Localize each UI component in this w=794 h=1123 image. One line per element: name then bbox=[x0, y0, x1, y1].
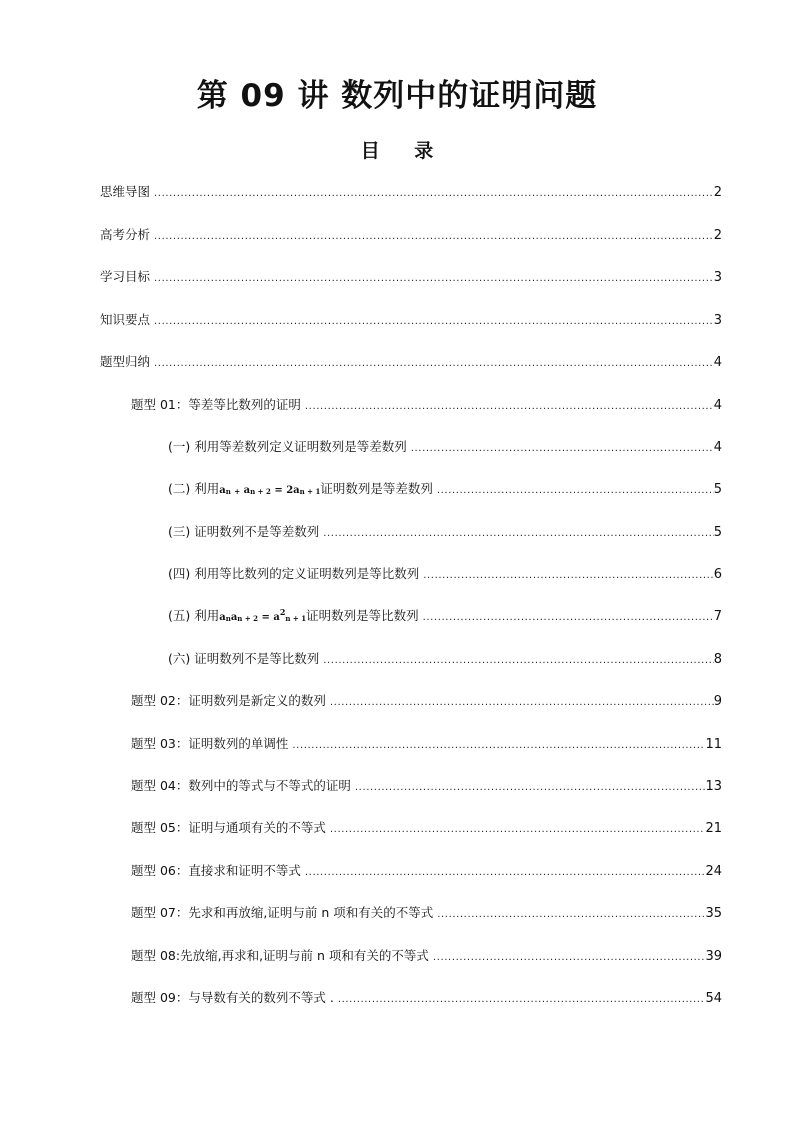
toc-leader bbox=[423, 570, 713, 582]
toc-page-number: 4 bbox=[713, 398, 722, 413]
toc-entry-title: 题型 01：等差等比数列的证明 bbox=[131, 397, 301, 412]
toc-leader bbox=[305, 401, 714, 413]
toc-leader bbox=[154, 188, 714, 200]
toc-entry-title: (三) 证明数列不是等差数列 bbox=[168, 524, 320, 539]
toc-heading: 目 录 bbox=[360, 140, 448, 162]
toc-entry[interactable] bbox=[100, 267, 722, 285]
toc-entry[interactable] bbox=[168, 522, 722, 540]
toc-leader bbox=[355, 782, 706, 794]
toc-page-number: 54 bbox=[705, 991, 722, 1006]
toc-entry[interactable] bbox=[168, 649, 722, 667]
toc-entry[interactable] bbox=[168, 479, 722, 497]
toc-entry-title: 题型 09：与导数有关的数列不等式 . bbox=[131, 990, 334, 1005]
toc-leader bbox=[437, 909, 705, 921]
toc-leader bbox=[292, 740, 705, 752]
toc-entry-title: 题型 06：直接求和证明不等式 bbox=[131, 863, 301, 878]
toc-entry-title: 题型 08:先放缩,再求和,证明与前 n 项和有关的不等式 bbox=[131, 948, 429, 963]
toc-entry[interactable] bbox=[168, 606, 722, 624]
toc-page-number: 39 bbox=[705, 949, 722, 964]
toc-entry-title bbox=[168, 479, 437, 497]
toc-leader bbox=[433, 952, 706, 964]
toc-page-number: 13 bbox=[705, 779, 722, 794]
toc-page-number: 7 bbox=[713, 609, 722, 624]
toc-page-number: 9 bbox=[713, 694, 722, 709]
toc-entry-title: (一) 利用等差数列定义证明数列是等差数列 bbox=[168, 439, 407, 454]
toc-leader bbox=[411, 443, 714, 455]
toc-page-number: 35 bbox=[705, 906, 722, 921]
toc-entry-title: 题型 02：证明数列是新定义的数列 bbox=[131, 693, 326, 708]
toc-page-number: 11 bbox=[705, 737, 722, 752]
toc-page-number: 3 bbox=[713, 270, 722, 285]
toc-entry-prefix: (五) 利用 bbox=[168, 608, 220, 623]
formula: anan + $2 = a^2n + 1$ bbox=[219, 607, 307, 623]
toc-page-number: 21 bbox=[705, 821, 722, 836]
toc-entry[interactable] bbox=[131, 988, 722, 1006]
toc-entry-title: 题型 05：证明与通项有关的不等式 bbox=[131, 820, 326, 835]
toc-leader bbox=[423, 612, 714, 624]
toc-leader bbox=[338, 994, 706, 1006]
toc-entry[interactable] bbox=[131, 395, 722, 413]
toc-entry[interactable] bbox=[100, 352, 722, 370]
toc-entry[interactable] bbox=[131, 861, 722, 879]
toc-page-number: 8 bbox=[713, 652, 722, 667]
toc-entry-suffix: 证明数列是等比数列 bbox=[306, 608, 419, 623]
toc-entry-title: 题型 03：证明数列的单调性 bbox=[131, 736, 289, 751]
toc-entry[interactable] bbox=[100, 225, 722, 243]
toc-entry-title: 思维导图 bbox=[100, 184, 151, 199]
toc-entry-title: 高考分析 bbox=[100, 227, 151, 242]
toc-page-number: 5 bbox=[713, 525, 722, 540]
toc-entry[interactable] bbox=[168, 564, 722, 582]
toc-leader bbox=[154, 316, 714, 328]
toc-entry[interactable] bbox=[131, 776, 722, 794]
toc-page-number: 4 bbox=[713, 355, 722, 370]
toc-page-number: 24 bbox=[705, 864, 722, 879]
toc-entry-title: 题型 07：先求和再放缩,证明与前 n 项和有关的不等式 bbox=[131, 905, 434, 920]
page-title: 第 09 讲 数列中的证明问题 bbox=[196, 78, 598, 114]
toc-entry-title: 知识要点 bbox=[100, 312, 151, 327]
toc-entry-prefix: (二) 利用 bbox=[168, 481, 220, 496]
toc-entry-title: 题型 04：数列中的等式与不等式的证明 bbox=[131, 778, 351, 793]
toc-entry[interactable] bbox=[100, 182, 722, 200]
toc-entry[interactable] bbox=[131, 734, 722, 752]
toc-leader bbox=[330, 824, 706, 836]
toc-entry-title: (四) 利用等比数列的定义证明数列是等比数列 bbox=[168, 566, 420, 581]
toc-entry[interactable] bbox=[131, 903, 722, 921]
toc-leader bbox=[323, 528, 713, 540]
toc-entry-title bbox=[168, 606, 423, 624]
toc-entry-title: 题型归纳 bbox=[100, 354, 151, 369]
toc-entry[interactable] bbox=[131, 946, 722, 964]
toc-entry-title: (六) 证明数列不是等比数列 bbox=[168, 651, 320, 666]
toc-leader bbox=[323, 655, 713, 667]
toc-entry[interactable] bbox=[100, 310, 722, 328]
toc-leader bbox=[305, 867, 706, 879]
toc-page-number: 4 bbox=[713, 440, 722, 455]
toc-entry[interactable] bbox=[168, 437, 722, 455]
toc-page-number: 2 bbox=[713, 228, 722, 243]
toc-entry[interactable] bbox=[131, 818, 722, 836]
toc-leader bbox=[154, 273, 714, 285]
toc-leader bbox=[154, 358, 714, 370]
toc-leader bbox=[330, 697, 714, 709]
toc-page-number: 2 bbox=[713, 185, 722, 200]
formula: an + an + 2 = 2an + 1 bbox=[219, 485, 321, 496]
toc-entry-suffix: 证明数列是等差数列 bbox=[320, 481, 433, 496]
toc-page-number: 5 bbox=[713, 482, 722, 497]
toc-entry[interactable] bbox=[131, 691, 722, 709]
toc-page-number: 6 bbox=[713, 567, 722, 582]
toc-entry-title: 学习目标 bbox=[100, 269, 151, 284]
toc-leader bbox=[154, 231, 714, 243]
toc-leader bbox=[437, 485, 714, 497]
toc-page-number: 3 bbox=[713, 313, 722, 328]
